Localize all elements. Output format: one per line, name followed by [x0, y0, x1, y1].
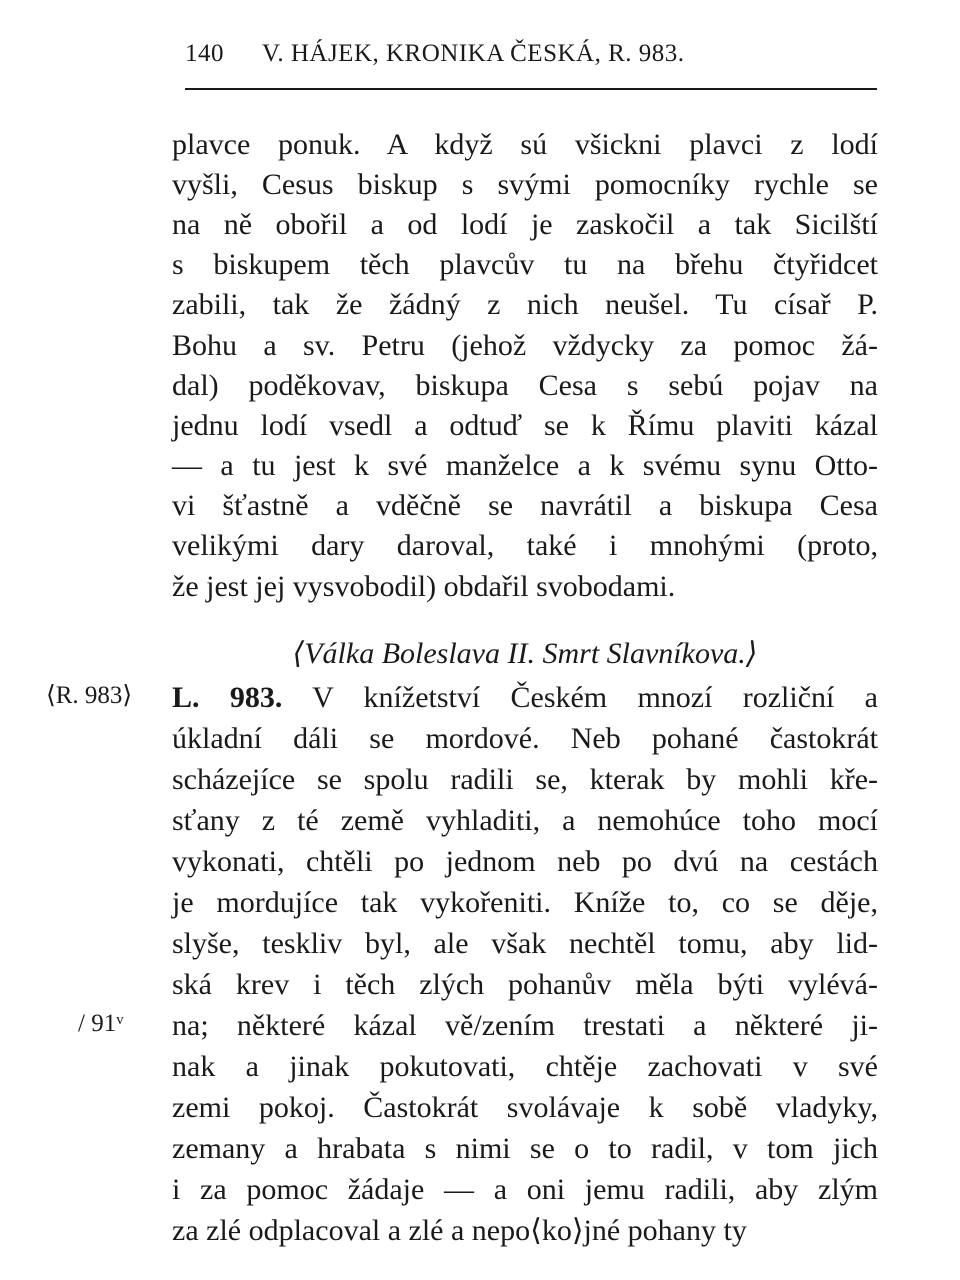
text-line: za zlé odplacoval a zlé a nepo⟨ko⟩jné pohany ty	[172, 1214, 747, 1247]
text-line: zemi pokoj. Častokrát svolávaje k sobě vladyky,	[172, 1091, 878, 1124]
section-heading: ⟨Válka Boleslava II. Smrt Slavníkova.⟩	[292, 637, 758, 670]
text-line: že jest jej vysvobodil) obdařil svobodami.	[172, 570, 676, 603]
text-line: na; některé kázal vě/zením trestati a některé ji-	[172, 1009, 878, 1042]
text-line	[172, 678, 878, 718]
text-line: — a tu jest k své manželce a k svému synu Otto-	[172, 449, 878, 482]
text-line: na ně obořil a od lodí je zaskočil a tak Sicilští	[172, 208, 878, 241]
running-header	[185, 40, 877, 84]
header-rule	[185, 88, 877, 90]
text-span: V knížetství Českém mnozí rozliční a	[312, 681, 878, 714]
text-line: plavce ponuk. A když sú všickni plavci z lodí	[172, 128, 878, 161]
text-line: zemany a hrabata s nimi se o to radil, v tom jich	[172, 1132, 878, 1165]
text-line: vykonati, chtěli po jednom neb po dvú na cestách	[172, 845, 878, 878]
margin-note-folio: / 91ᵛ	[78, 1010, 124, 1037]
text-line: velikými dary daroval, také i mnohými (proto,	[172, 529, 878, 562]
text-line: zabili, tak že žádný z nich neušel. Tu císař P.	[172, 288, 878, 321]
text-line: i za pomoc žádaje — a oni jemu radili, aby zlým	[172, 1173, 878, 1206]
text-line: Bohu a sv. Petru (jehož vždycky za pomoc žá-	[172, 329, 878, 362]
text-line: jednu lodí vsedl a odtuď se k Římu plaviti kázal	[172, 409, 878, 442]
text-line: vyšli, Cesus biskup s svými pomocníky rychle se	[172, 168, 878, 201]
text-line: s biskupem těch plavcův tu na břehu čtyřidcet	[172, 248, 878, 281]
text-line: úkladní dáli se mordové. Neb pohané častokrát	[172, 722, 878, 755]
text-line: dal) poděkovav, biskupa Cesa s sebú pojav na	[172, 369, 878, 402]
text-line: slyše, teskliv byl, ale však nechtěl tomu, aby lid-	[172, 927, 878, 960]
text-line: ská krev i těch zlých pohanův měla býti vylévá-	[172, 968, 878, 1001]
margin-note-year: ⟨R. 983⟩	[46, 682, 133, 709]
page-number: 140	[185, 40, 224, 67]
year-label: L. 983.	[172, 681, 283, 714]
text-line: je mordujíce tak vykořeniti. Kníže to, co se děje,	[172, 886, 878, 919]
text-line: vi šťastně a vděčně se navrátil a biskupa Cesa	[172, 489, 878, 522]
running-title: V. HÁJEK, KRONIKA ČESKÁ, R. 983.	[262, 40, 685, 67]
text-line: nak a jinak pokutovati, chtěje zachovati v své	[172, 1050, 878, 1083]
text-line: scházejíce se spolu radili se, kterak by mohli kře-	[172, 763, 878, 796]
text-line: sťany z té země vyhladiti, a nemohúce toho mocí	[172, 804, 878, 837]
